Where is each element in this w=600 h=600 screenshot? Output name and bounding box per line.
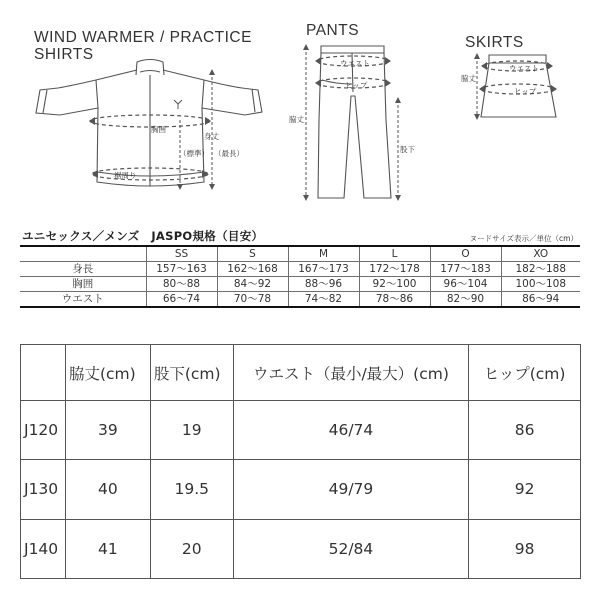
table-cell: 19.5 bbox=[150, 460, 233, 519]
table-cell: 52/84 bbox=[233, 519, 468, 578]
skirt-label-hip: ヒップ bbox=[514, 87, 537, 96]
table-cell: 84〜92 bbox=[217, 277, 288, 292]
size-chart-header-cell: SS bbox=[146, 246, 217, 262]
table-row bbox=[20, 277, 580, 292]
model-cell: J140 bbox=[21, 519, 66, 578]
model-cell: J130 bbox=[21, 460, 66, 519]
table-cell: 82〜90 bbox=[430, 292, 501, 308]
size-chart-header-cell: XO bbox=[501, 246, 580, 262]
skirt-label-length: 脇丈 bbox=[461, 74, 476, 83]
table-cell: 100〜108 bbox=[501, 277, 580, 292]
pants-table-header-cell bbox=[21, 345, 66, 401]
skirt-label-waist: ウエスト bbox=[509, 64, 539, 73]
shirt-label-hem: 裾周り bbox=[114, 171, 137, 180]
shirt-label-max: （最長） bbox=[214, 149, 244, 158]
table-cell: 172〜178 bbox=[359, 262, 430, 277]
table-row bbox=[21, 460, 581, 519]
table-cell: 41 bbox=[65, 519, 150, 578]
table-cell: 157〜163 bbox=[146, 262, 217, 277]
table-cell: 167〜173 bbox=[288, 262, 359, 277]
table-row bbox=[20, 262, 580, 277]
skirts-title: SKIRTS bbox=[465, 34, 524, 51]
table-cell: 46/74 bbox=[233, 401, 468, 460]
table-cell: 78〜86 bbox=[359, 292, 430, 308]
table-row bbox=[20, 292, 580, 308]
table-cell: 92〜100 bbox=[359, 277, 430, 292]
size-chart-title: ユニセックス／メンズ JASPO規格（目安） bbox=[22, 229, 264, 243]
size-chart-header-row bbox=[20, 246, 580, 262]
table-cell: 177〜183 bbox=[430, 262, 501, 277]
table-cell: 182〜188 bbox=[501, 262, 580, 277]
skirt-illustration bbox=[0, 0, 600, 230]
row-label: 胸囲 bbox=[20, 277, 146, 292]
table-cell: 96〜104 bbox=[430, 277, 501, 292]
pants-size-table bbox=[20, 344, 581, 579]
pants-table-header-row bbox=[21, 345, 581, 401]
shirts-title-line1: WIND WARMER / PRACTICE bbox=[34, 29, 252, 46]
table-cell: 40 bbox=[65, 460, 150, 519]
model-cell: J120 bbox=[21, 401, 66, 460]
pants-title: PANTS bbox=[306, 22, 360, 39]
table-cell: 70〜78 bbox=[217, 292, 288, 308]
table-cell: 20 bbox=[150, 519, 233, 578]
table-cell: 66〜74 bbox=[146, 292, 217, 308]
pants-label-hip: ヒップ bbox=[345, 81, 368, 90]
size-chart-header-cell: M bbox=[288, 246, 359, 262]
table-cell: 74〜82 bbox=[288, 292, 359, 308]
row-label: 身長 bbox=[20, 262, 146, 277]
table-cell: 88〜96 bbox=[288, 277, 359, 292]
shirt-label-standard: （標準） bbox=[179, 149, 209, 158]
table-cell: 80〜88 bbox=[146, 277, 217, 292]
table-cell: 19 bbox=[150, 401, 233, 460]
shirt-label-chest: 胸囲 bbox=[151, 125, 166, 134]
table-row bbox=[21, 519, 581, 578]
shirt-label-body-length: 身丈 bbox=[204, 132, 219, 141]
table-cell: 39 bbox=[65, 401, 150, 460]
shirts-title-line2: SHIRTS bbox=[34, 46, 94, 63]
pants-table-header-cell: ヒップ(cm) bbox=[469, 345, 581, 401]
size-chart-unit-note: ヌードサイズ表示／単位（cm） bbox=[469, 234, 578, 243]
table-row bbox=[21, 401, 581, 460]
pants-table-header-cell: 股下(cm) bbox=[150, 345, 233, 401]
table-cell: 86〜94 bbox=[501, 292, 580, 308]
size-chart-header-cell bbox=[20, 246, 146, 262]
table-cell: 98 bbox=[469, 519, 581, 578]
size-chart-table bbox=[20, 245, 580, 308]
pants-table-header-cell: 脇丈(cm) bbox=[65, 345, 150, 401]
table-cell: 92 bbox=[469, 460, 581, 519]
pants-label-inseam: 股下 bbox=[400, 145, 415, 154]
pants-label-waist: ウエスト bbox=[340, 59, 370, 68]
row-label: ウエスト bbox=[20, 292, 146, 308]
pants-label-side-length: 脇丈 bbox=[289, 115, 304, 124]
size-chart-header-cell: O bbox=[430, 246, 501, 262]
table-cell: 162〜168 bbox=[217, 262, 288, 277]
table-cell: 49/79 bbox=[233, 460, 468, 519]
pants-table-header-cell: ウエスト（最小/最大）(cm) bbox=[233, 345, 468, 401]
table-cell: 86 bbox=[469, 401, 581, 460]
size-chart-header-cell: L bbox=[359, 246, 430, 262]
size-chart-header-cell: S bbox=[217, 246, 288, 262]
